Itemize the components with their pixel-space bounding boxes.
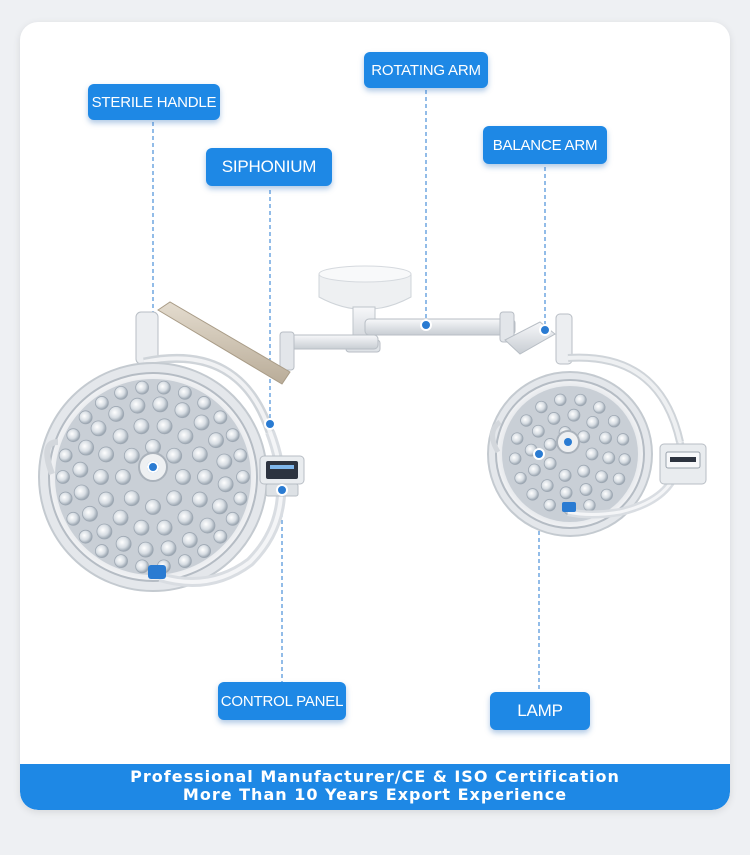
led-cell [157, 419, 172, 434]
led-cell [74, 485, 89, 500]
led-cell [178, 429, 193, 444]
led-cell [167, 448, 182, 463]
led-cell [95, 396, 108, 409]
led-cell [527, 489, 539, 501]
led-cell [124, 491, 139, 506]
dot-lamp [534, 449, 544, 459]
led-cell [91, 421, 106, 436]
led-cell [175, 403, 190, 418]
led-cell [82, 506, 97, 521]
led-cell [136, 381, 149, 394]
led-cell [214, 530, 227, 543]
led-cell [79, 440, 94, 455]
led-cell [115, 386, 128, 399]
led-cell [608, 415, 620, 427]
led-cell [594, 402, 606, 414]
label-control-panel: CONTROL PANEL [218, 682, 346, 720]
led-cell [580, 484, 592, 496]
led-cell [237, 471, 250, 484]
led-cell [113, 429, 128, 444]
led-cell [182, 533, 197, 548]
led-cell [116, 536, 131, 551]
led-cell [234, 492, 247, 505]
dot-balance-arm [540, 325, 550, 335]
led-cell [198, 396, 211, 409]
led-cell [178, 386, 191, 399]
led-cell [218, 477, 233, 492]
led-cell [226, 512, 239, 525]
led-cell [134, 419, 149, 434]
led-cell [586, 448, 598, 460]
surgical-light-illustration [20, 22, 730, 764]
led-cell [157, 381, 170, 394]
led-cell [212, 499, 227, 514]
led-cell [192, 492, 207, 507]
led-cell [214, 411, 227, 424]
dot-rotating-arm [421, 320, 431, 330]
led-cell [578, 465, 590, 477]
led-cell [544, 438, 556, 450]
led-cell [528, 464, 540, 476]
led-cell [544, 458, 556, 470]
led-cell [521, 415, 533, 427]
led-cell [560, 487, 572, 499]
led-cell [99, 447, 114, 462]
led-cell [97, 524, 112, 539]
led-cell [79, 530, 92, 543]
led-cell [67, 512, 80, 525]
led-cell [559, 469, 571, 481]
led-cell [587, 416, 599, 428]
led-cell [138, 542, 153, 557]
led-cell [167, 491, 182, 506]
led-cell [511, 433, 523, 445]
led-cell [192, 447, 207, 462]
led-cell [217, 454, 232, 469]
dot-sterile-handle [148, 462, 158, 472]
dot-siphonium [265, 419, 275, 429]
led-cell [130, 398, 145, 413]
led-cell [115, 555, 128, 568]
led-cell [200, 518, 215, 533]
label-lamp: LAMP [490, 692, 590, 730]
right-control-panel [660, 444, 706, 484]
led-cell [153, 397, 168, 412]
led-cell [194, 415, 209, 430]
led-cell [146, 500, 161, 515]
led-cell [596, 471, 608, 483]
led-cell [94, 470, 109, 485]
led-cell [59, 492, 72, 505]
led-cell [67, 429, 80, 442]
footer-banner [20, 764, 730, 810]
label-rotating-arm: ROTATING ARM [364, 52, 488, 88]
led-cell [57, 471, 70, 484]
label-sterile-handle: STERILE HANDLE [88, 84, 220, 120]
led-cell [59, 449, 72, 462]
led-cell [509, 453, 521, 465]
led-cell [73, 462, 88, 477]
footer-line-2: More Than 10 Years Export Experience [182, 785, 568, 804]
led-cell [178, 555, 191, 568]
led-cell [575, 394, 587, 406]
footer-line-1: Professional Manufacturer/CE & ISO Certification [130, 767, 620, 786]
led-cell [124, 448, 139, 463]
led-cell [198, 470, 213, 485]
label-balance-arm: BALANCE ARM [483, 126, 607, 164]
led-cell [532, 425, 544, 437]
led-cell [544, 499, 556, 511]
led-cell [555, 394, 567, 406]
led-cell [109, 406, 124, 421]
led-cell [198, 545, 211, 558]
led-cell [234, 449, 247, 462]
led-cell [600, 432, 612, 444]
led-cell [99, 492, 114, 507]
led-cell [176, 470, 191, 485]
led-cell [178, 510, 193, 525]
rotating-arm-right [365, 312, 515, 342]
led-cell [617, 434, 629, 446]
dot-control-panel [277, 485, 287, 495]
led-cell [619, 454, 631, 466]
led-cell [157, 520, 172, 535]
led-cell [584, 500, 596, 512]
led-cell [568, 409, 580, 421]
left-lamp-head [39, 363, 281, 591]
led-cell [613, 473, 625, 485]
led-cell [79, 411, 92, 424]
label-siphonium: SIPHONIUM [206, 148, 332, 186]
led-cell [116, 470, 131, 485]
led-cell [226, 429, 239, 442]
right-lamp-head [488, 372, 680, 536]
led-cell [136, 560, 149, 573]
led-cell [603, 452, 615, 464]
product-card [20, 22, 730, 810]
led-cell [536, 401, 548, 413]
led-cell [601, 489, 613, 501]
led-cell [541, 480, 553, 492]
led-cell [209, 433, 224, 448]
led-cell [161, 541, 176, 556]
led-cell [515, 472, 527, 484]
led-cell [134, 520, 149, 535]
led-cell [95, 545, 108, 558]
led-cell [113, 510, 128, 525]
led-cell [548, 412, 560, 424]
